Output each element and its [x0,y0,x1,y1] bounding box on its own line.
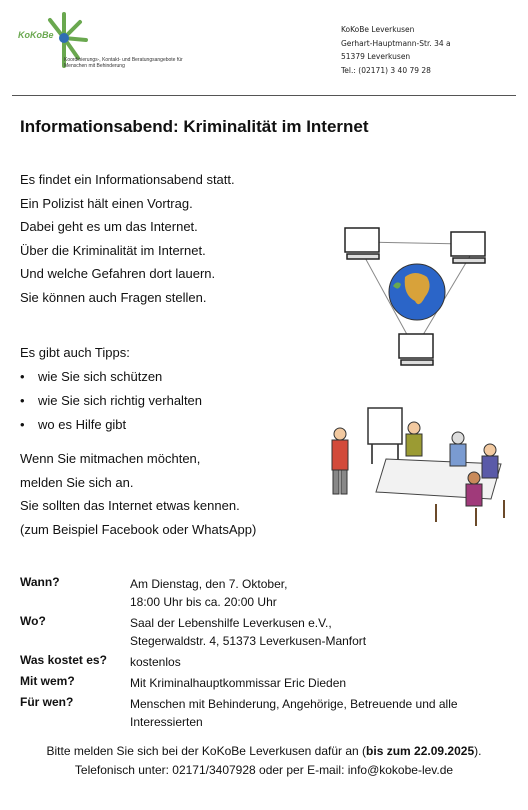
list-item: • wo es Hilfe gibt [20,413,202,437]
info-row-when [20,575,490,611]
info-line: Interessierten [130,715,203,729]
deadline-text: bis zum 22.09.2025 [366,744,475,758]
kokobe-logo [14,10,184,80]
join-line: melden Sie sich an. [20,474,134,490]
info-key: Wann? [20,575,60,589]
intro-paragraph [20,168,235,309]
intro-line: Sie können auch Fragen stellen. [20,289,207,305]
intro-line: Ein Polizist hält einen Vortrag. [20,195,193,211]
intro-line: Und welche Gefahren dort lauern. [20,266,216,281]
tips-intro: Es gibt auch Tipps: [20,345,130,360]
info-line: Stegerwaldstr. 4, 51373 Leverkusen-Manfort [130,634,367,648]
info-key: Wo? [20,614,46,628]
event-info-table [20,575,490,734]
footer-text: ). [474,744,482,758]
internet-network-illustration [335,222,505,382]
presentation-illustration [326,404,516,534]
address-phone: Tel.: (02171) 3 40 79 28 [341,65,431,75]
tips-list [20,365,202,437]
info-row-where [20,614,490,650]
address-block [341,23,451,77]
info-row-for-whom [20,695,490,731]
info-key: Für wen? [20,695,74,709]
info-value [130,614,490,650]
address-name: KoKoBe Leverkusen [341,25,415,34]
info-value [130,653,490,671]
address-city: 51379 Leverkusen [341,52,411,61]
info-row-with-whom [20,674,490,692]
intro-line: Es findet ein Informationsabend statt. [20,172,235,187]
info-line: 18:00 Uhr bis ca. 20:00 Uhr [130,595,277,609]
registration-footer [0,742,528,780]
info-value [130,695,490,731]
join-paragraph [20,447,256,541]
info-line: Am Dienstag, den 7. Oktober, [130,577,288,591]
info-line: kostenlos [130,655,181,669]
list-item: • wie Sie sich schützen [20,365,202,389]
info-row-cost [20,653,490,671]
logo-wordmark: KoKoBe [18,30,54,40]
header-divider [12,95,516,96]
intro-line: Über die Kriminalität im Internet. [20,242,206,258]
address-street: Gerhart-Hauptmann-Str. 34 a [341,38,451,48]
info-key: Was kostet es? [20,653,107,667]
footer-line-2: Telefonisch unter: 02171/3407928 oder per E-mail: info@kokobe-lev.de [74,763,454,777]
join-line: Wenn Sie mitmachen möchten, [20,451,201,466]
page-title: Informationsabend: Kriminalität im Internet [20,117,369,136]
list-item: • wie Sie sich richtig verhalten [20,389,202,413]
info-value [130,575,490,611]
footer-text: Bitte melden Sie sich bei der KoKoBe Leverkusen dafür an ( [46,744,367,758]
join-line: (zum Beispiel Facebook oder WhatsApp) [20,521,257,537]
info-line: Mit Kriminalhauptkommissar Eric Dieden [130,676,347,690]
footer-line-1 [0,742,528,761]
join-line: Sie sollten das Internet etwas kennen. [20,498,240,513]
info-line: Saal der Lebenshilfe Leverkusen e.V., [130,616,332,630]
intro-line: Dabei geht es um das Internet. [20,219,198,234]
info-value [130,674,490,692]
info-line: Menschen mit Behinderung, Angehörige, Betreuende und alle [130,697,458,711]
info-key: Mit wem? [20,674,75,688]
logo-subtitle: Koordinierungs-, Kontakt- und Beratungsangebote für Menschen mit Behinderung [64,57,183,69]
